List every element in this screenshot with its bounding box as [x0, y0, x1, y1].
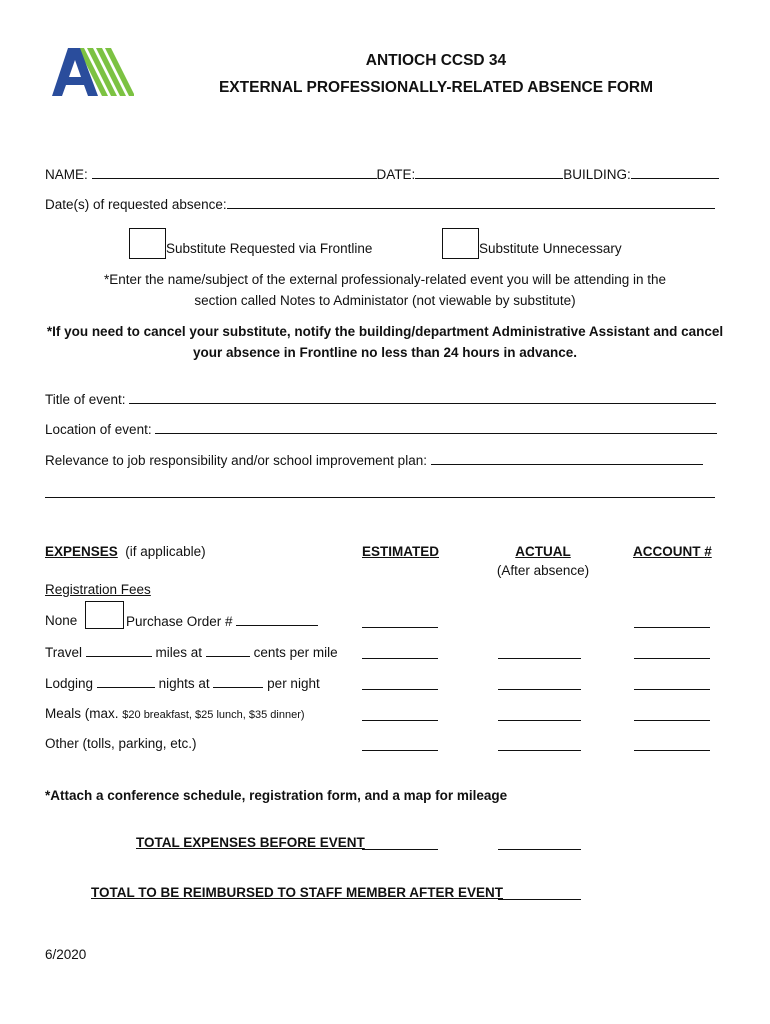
- event-title-field[interactable]: [129, 391, 716, 404]
- name-label: NAME:: [45, 167, 88, 182]
- travel-miles-field[interactable]: [86, 644, 152, 657]
- lodging-label: Lodging: [45, 676, 94, 691]
- total-before-estimated-field[interactable]: [362, 849, 438, 850]
- expenses-heading-row: [45, 544, 206, 559]
- registration-none-label: None: [45, 613, 78, 628]
- total-after-label: TOTAL TO BE REIMBURSED TO STAFF MEMBER AFTER EVENT: [91, 885, 504, 900]
- building-label: BUILDING:: [563, 167, 631, 182]
- relevance-row: [45, 452, 703, 468]
- event-title-row: [45, 391, 716, 407]
- other-actual-field[interactable]: [498, 750, 581, 751]
- sub-requested-checkbox[interactable]: [129, 228, 166, 259]
- lodging-per-night-label: per night: [267, 676, 320, 691]
- lodging-rate-field[interactable]: [213, 675, 263, 688]
- total-before-label: TOTAL EXPENSES BEFORE EVENT: [136, 835, 365, 850]
- registration-fees-label: Registration Fees: [45, 582, 151, 597]
- lodging-account-field[interactable]: [634, 689, 710, 690]
- registration-none-checkbox[interactable]: [85, 601, 124, 629]
- purchase-order-field[interactable]: [236, 613, 318, 626]
- district-logo: [50, 48, 134, 98]
- building-field[interactable]: [631, 166, 719, 179]
- cancel-note-line2: your absence in Frontline no less than 24 hours in advance.: [192, 345, 578, 360]
- relevance-field[interactable]: [431, 452, 703, 465]
- col-estimated-header: ESTIMATED: [362, 544, 439, 559]
- absence-dates-field[interactable]: [227, 196, 715, 209]
- lodging-estimated-field[interactable]: [362, 689, 438, 690]
- enter-note-line2: section called Notes to Administator (not viewable by substitute): [194, 293, 576, 308]
- meals-row: [45, 706, 305, 721]
- absence-dates-row: [45, 196, 715, 212]
- total-after-actual-field[interactable]: [498, 899, 581, 900]
- form-org-title: ANTIOCH CCSD 34: [365, 52, 507, 69]
- relevance-field-continued[interactable]: [45, 497, 715, 498]
- meals-actual-field[interactable]: [498, 720, 581, 721]
- lodging-row: [45, 675, 320, 691]
- event-location-row: [45, 421, 717, 437]
- enter-note-line1: *Enter the name/subject of the external professionaly-related event you will be attending in the: [103, 272, 667, 287]
- other-account-field[interactable]: [634, 750, 710, 751]
- meals-account-field[interactable]: [634, 720, 710, 721]
- event-title-label: Title of event:: [45, 392, 126, 407]
- lodging-actual-field[interactable]: [498, 689, 581, 690]
- logo-icon: [50, 48, 134, 98]
- travel-miles-label: miles at: [155, 645, 203, 660]
- other-label: Other (tolls, parking, etc.): [45, 736, 197, 751]
- date-label: DATE:: [376, 167, 416, 182]
- form-version: 6/2020: [45, 947, 87, 962]
- meals-label: Meals (max.: [45, 706, 119, 721]
- other-estimated-field[interactable]: [362, 750, 438, 751]
- purchase-order-label: Purchase Order #: [126, 614, 233, 629]
- travel-cents-field[interactable]: [206, 644, 250, 657]
- cancel-note-line1: *If you need to cancel your substitute, notify the building/department Administrative Assistant and cancel: [46, 324, 724, 339]
- registration-account-field[interactable]: [634, 627, 710, 628]
- form-title: EXTERNAL PROFESSIONALLY-RELATED ABSENCE FORM: [218, 79, 654, 96]
- travel-estimated-field[interactable]: [362, 658, 438, 659]
- purchase-order-row: [126, 613, 318, 629]
- total-before-actual-field[interactable]: [498, 849, 581, 850]
- relevance-label: Relevance to job responsibility and/or school improvement plan:: [45, 453, 427, 468]
- attach-note: *Attach a conference schedule, registration form, and a map for mileage: [45, 788, 508, 803]
- absence-dates-label: Date(s) of requested absence:: [45, 197, 227, 212]
- registration-estimated-field[interactable]: [362, 627, 438, 628]
- event-location-field[interactable]: [155, 421, 717, 434]
- event-location-label: Location of event:: [45, 422, 152, 437]
- sub-requested-label: Substitute Requested via Frontline: [166, 241, 373, 256]
- expenses-heading: EXPENSES: [45, 544, 118, 559]
- travel-cents-label: cents per mile: [253, 645, 338, 660]
- col-account-header: ACCOUNT #: [633, 544, 712, 559]
- sub-unnecessary-checkbox[interactable]: [442, 228, 479, 259]
- date-field[interactable]: [415, 166, 563, 179]
- expenses-heading-note: (if applicable): [125, 544, 206, 559]
- sub-unnecessary-label: Substitute Unnecessary: [479, 241, 622, 256]
- travel-account-field[interactable]: [634, 658, 710, 659]
- travel-row: [45, 644, 338, 660]
- meals-note: $20 breakfast, $25 lunch, $35 dinner): [122, 709, 305, 721]
- col-actual-note: (After absence): [496, 563, 590, 578]
- meals-estimated-field[interactable]: [362, 720, 438, 721]
- travel-label: Travel: [45, 645, 83, 660]
- travel-actual-field[interactable]: [498, 658, 581, 659]
- name-field[interactable]: [92, 166, 377, 179]
- lodging-nights-label: nights at: [158, 676, 210, 691]
- lodging-nights-field[interactable]: [97, 675, 155, 688]
- name-date-building-row: [45, 166, 719, 182]
- col-actual-header: ACTUAL: [515, 544, 571, 559]
